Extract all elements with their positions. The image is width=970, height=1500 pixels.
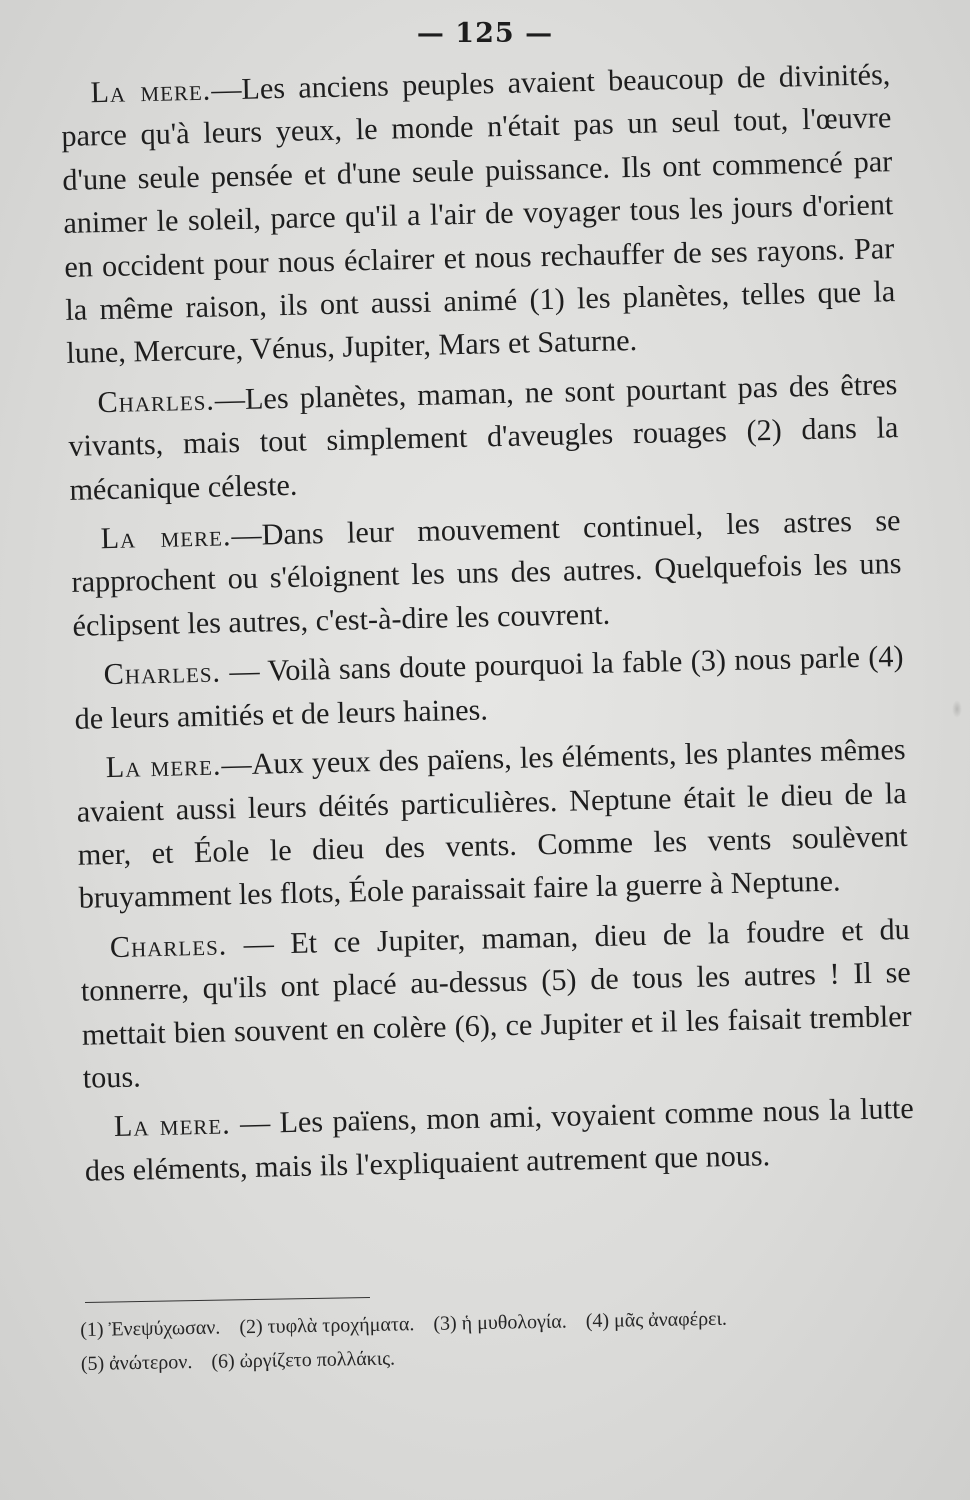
paragraph-5	[75, 728, 909, 920]
paragraph-text: — Les païens, mon ami, voyaient comme nous la lutte des eléments, mais ils l'expliquaient autrement que nous.	[84, 1091, 915, 1188]
paragraph-6	[79, 908, 913, 1100]
footnote-5: (5) ἀνώτερον.	[80, 1351, 193, 1375]
paper-speck	[952, 700, 962, 718]
footnote-6: (6) ὠργίζετο πολλάκις.	[211, 1347, 396, 1373]
speaker-name: Charles.	[103, 654, 222, 692]
speaker-name: La mere.	[105, 747, 222, 785]
paragraph-7	[83, 1087, 915, 1193]
paragraph-4	[73, 635, 905, 741]
paragraph-text: —Aux yeux des païens, les éléments, les plantes mêmes avaient aussi leurs déités particulières. Neptune était le dieu de la mer, et Éole le dieu des vents. Comme les vents soulèvent bruyamment les flots, Éole paraissait faire la guerre à Neptune.	[76, 732, 908, 916]
paragraph-text: —Les anciens peuples avaient beaucoup de divinités, parce qu'à leurs yeux, le monde n'était pas un seul tout, l'œuvre d'une seule pensée et d'une seule puissance. Ils ont commencé par animer le soleil, parce qu'il a l'air de voyager tous les jours d'orient en occident pour nous éclairer et nous rechauffer de ses rayons. Par la même raison, ils ont aussi animé (1) les planètes, telles que la lune, Mercure, Vénus, Jupiter, Mars et Saturne.	[61, 57, 896, 371]
speaker-name: Charles.	[109, 927, 228, 964]
footnote-3: (3) ἡ μυθολογία.	[433, 1310, 567, 1335]
footnote-divider	[85, 1297, 370, 1303]
footnote-2: (2) τυφλὰ τροχήματα.	[239, 1313, 415, 1339]
paragraph-3	[70, 499, 903, 648]
paragraph-1	[60, 53, 897, 376]
paragraph-text: —Dans leur mouvement continuel, les astres se rapprochent ou s'éloignent les uns des autres. Quelquefois les uns éclipsent les autres, c'est-à-dire les couvrent.	[71, 503, 902, 643]
paragraph-text: — Voilà sans doute pourquoi la fable (3) nous parle (4) de leurs amitiés et de leurs haines.	[74, 639, 904, 736]
footnote-1: (1) Ἐνεψύχωσαν.	[80, 1316, 221, 1341]
paragraph-text: —Les planètes, maman, ne sont pourtant pas des êtres vivants, mais tout simplement d'aveugles rouages (2) dans la mécanique céleste.	[68, 366, 899, 507]
speaker-name: La mere.	[90, 72, 212, 110]
paragraph-text: — Et ce Jupiter, maman, dieu de la foudre et du tonnerre, qu'ils ont placé au-dessus (5) de tous les autres ! Il se mettait bien souvent en colère (6), ce Jupiter et il les faisait trembler tous.	[80, 911, 913, 1095]
speaker-name: La mere.	[100, 518, 232, 556]
speaker-name: La mere.	[113, 1106, 232, 1144]
main-text	[60, 53, 915, 1199]
page-number: — 125 —	[416, 18, 554, 49]
paragraph-2	[67, 363, 900, 512]
footnotes	[80, 1298, 921, 1381]
speaker-name: Charles.	[97, 382, 216, 420]
footnote-4: (4) μᾶς ἀναφέρει.	[585, 1307, 728, 1333]
